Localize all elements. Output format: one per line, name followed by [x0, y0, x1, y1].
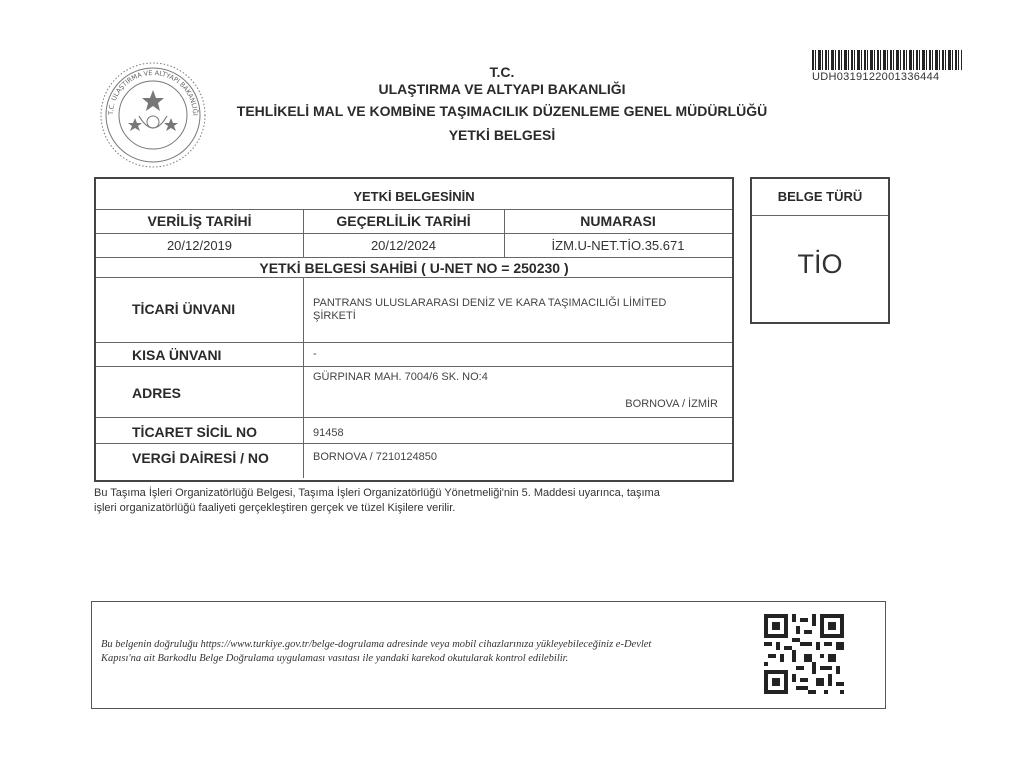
document-type-value: TİO [797, 249, 843, 279]
barcode-number: UDH0319122001336444 [812, 71, 940, 83]
issue-date-header: VERİLİŞ TARİHİ [147, 213, 252, 229]
legal-note [94, 486, 734, 516]
seal-text: T.C. ULAŞTIRMA VE ALTYAPI BAKANLIĞI [106, 68, 200, 116]
trade-registry-label: TİCARET SİCİL NO [132, 424, 257, 440]
short-name-value: - [313, 348, 317, 360]
verification-line2: Kapısı'na ait Barkodlu Belge Doğrulama uygulaması vasıtası ile yandaki karekod okutularak kontrol edilebilir. [101, 653, 569, 664]
trade-name-value-line1: PANTRANS ULUSLARARASI DENİZ VE KARA TAŞIMACILIĞI LİMİTED [313, 297, 667, 309]
address-label: ADRES [132, 385, 182, 401]
tax-office-label: VERGİ DAİRESİ / NO [132, 450, 269, 466]
trade-registry-value: 91458 [313, 427, 344, 439]
address-value-line1: GÜRPINAR MAH. 7004/6 SK. NO:4 [313, 371, 488, 383]
verification-line1: Bu belgenin doğruluğu https://www.turkiye.gov.tr/belge-dogrulama adresinde veya mobil cihazlarınıza yükleyebileceğiniz e-Devlet [101, 639, 652, 650]
trade-name-label: TİCARİ ÜNVANI [132, 301, 236, 317]
header-tc: T.C. [489, 64, 515, 80]
holder-title: YETKİ BELGESİ SAHİBİ ( U-NET NO = 250230 ) [259, 260, 569, 276]
document-type-title: BELGE TÜRÜ [777, 189, 863, 204]
short-name-label: KISA ÜNVANI [132, 347, 222, 363]
legal-note-line1: Bu Taşıma İşleri Organizatörlüğü Belgesi, Taşıma İşleri Organizatörlüğü Yönetmeliği'nin 5. Maddesi uyarınca, taşıma [94, 487, 660, 499]
address-value-line2: BORNOVA / İZMİR [625, 398, 718, 410]
document-title: YETKİ BELGESİ [448, 127, 556, 143]
tax-office-value: BORNOVA / 7210124850 [313, 451, 437, 463]
valid-until-value: 20/12/2024 [370, 238, 437, 253]
ministry-title: ULAŞTIRMA VE ALTYAPI BAKANLIĞI [378, 81, 626, 97]
certificate-table [94, 177, 734, 482]
certificate-section-title: YETKİ BELGESİNİN [353, 189, 475, 204]
verification-box [91, 601, 886, 709]
qr-code-icon [764, 614, 844, 694]
barcode-icon [812, 50, 962, 70]
number-header: NUMARASI [580, 213, 656, 229]
valid-until-header: GEÇERLİLİK TARİHİ [336, 213, 471, 229]
trade-name-value-line2: ŞİRKETİ [313, 310, 356, 322]
legal-note-line2: işleri organizatörlüğü faaliyeti gerçekleştiren gerçek ve tüzel Kişilere verilir. [94, 502, 456, 514]
certificate-number-value: İZM.U-NET.TİO.35.671 [551, 238, 685, 253]
document-type-box [750, 177, 890, 324]
issue-date-value: 20/12/2019 [166, 238, 233, 253]
directorate-title: TEHLİKELİ MAL VE KOMBİNE TAŞIMACILIK DÜZENLEME GENEL MÜDÜRLÜĞÜ [236, 103, 768, 119]
